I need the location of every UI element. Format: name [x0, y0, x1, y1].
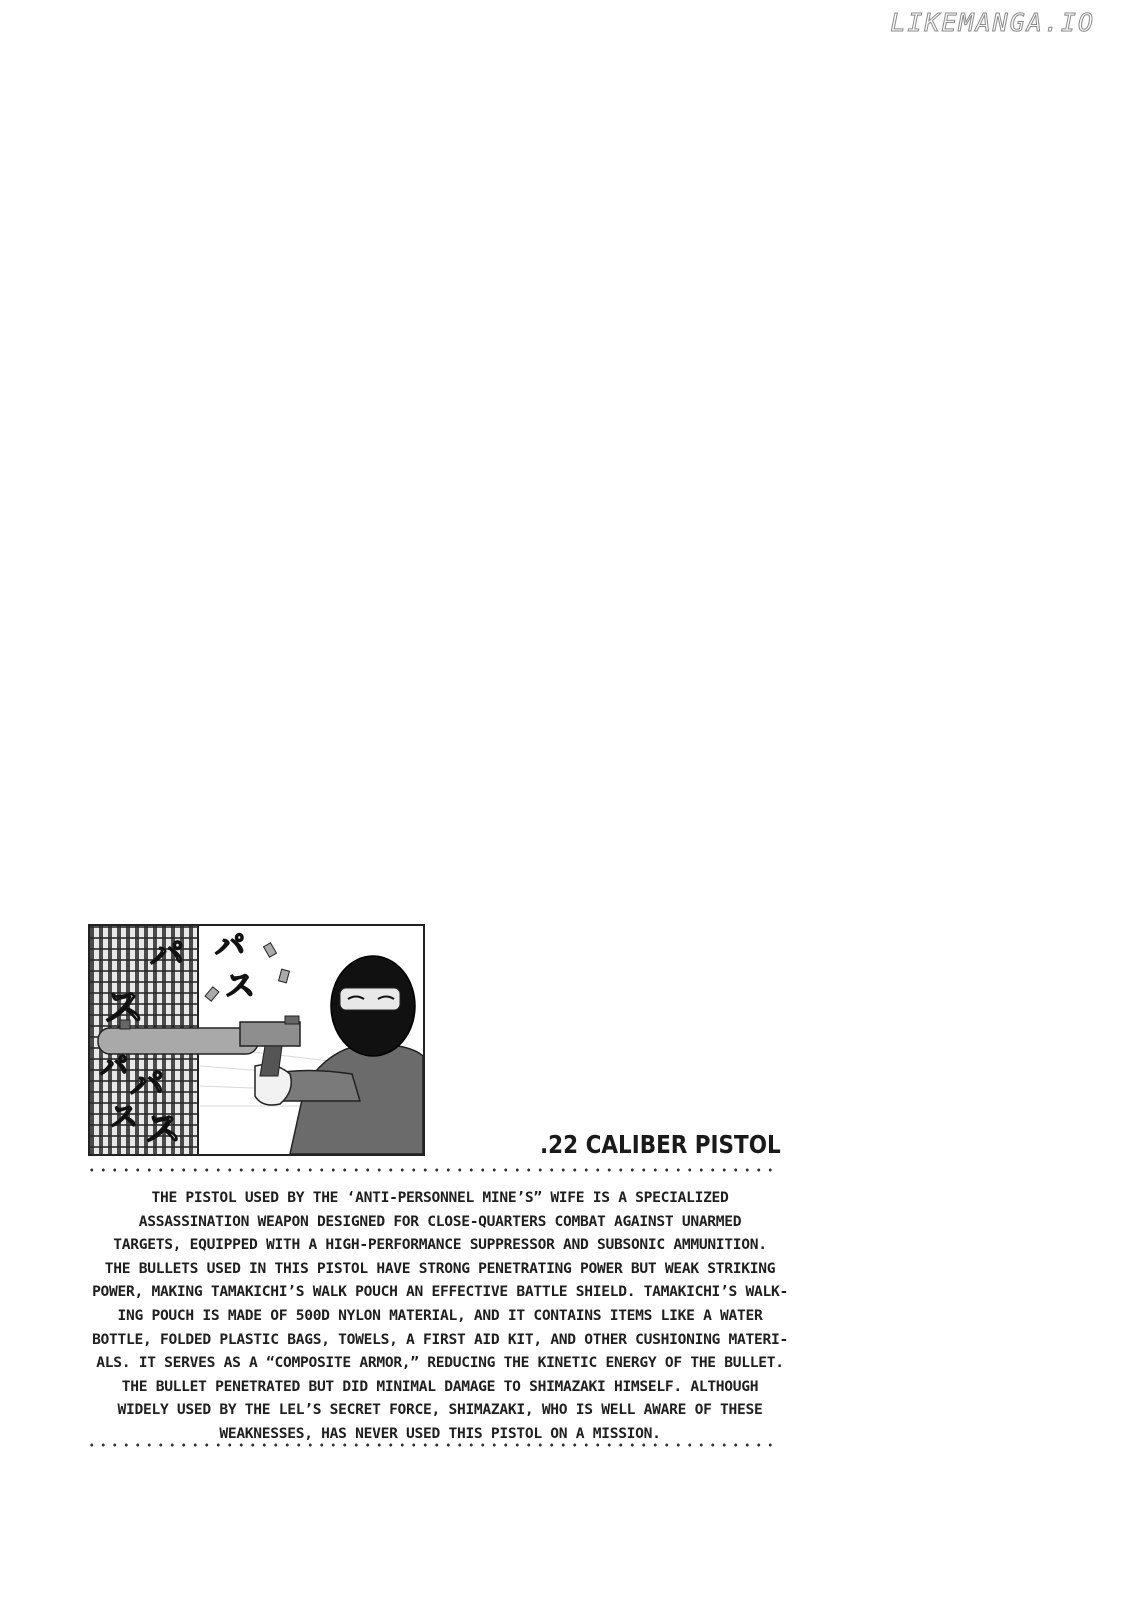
body-line: THE BULLETS USED IN THIS PISTOL HAVE STRONG PENETRATING POWER BUT WEAK STRIKING: [104, 1259, 776, 1277]
body-line: WIDELY USED BY THE LEL’S SECRET FORCE, SHIMAZAKI, WHO IS WELL AWARE OF THESE: [117, 1401, 763, 1419]
site-watermark: LIKEMANGA.IO: [890, 8, 1095, 37]
sfx-su-2: ス: [225, 969, 255, 1004]
manga-panel-illustration: [88, 924, 425, 1156]
body-line: BOTTLE, FOLDED PLASTIC BAGS, TOWELS, A FIRST AID KIT, AND OTHER CUSHIONING MATERI-: [92, 1330, 788, 1348]
sfx-su-3: ス: [145, 1109, 182, 1150]
gunman-illustration: [90, 926, 423, 1154]
article-heading: .22 CALIBER PISTOL: [540, 1130, 781, 1159]
dotted-divider-top: [86, 1168, 778, 1172]
sfx-pa-4: パ: [100, 1050, 129, 1083]
body-line: ALS. IT SERVES AS A “COMPOSITE ARMOR,” REDUCING THE KINETIC ENERGY OF THE BULLET.: [96, 1354, 784, 1372]
sfx-pa-3: パ: [130, 1065, 164, 1105]
body-line: THE BULLET PENETRATED BUT DID MINIMAL DAMAGE TO SHIMAZAKI HIMSELF. ALTHOUGH: [121, 1377, 759, 1395]
body-line: POWER, MAKING TAMAKICHI’S WALK POUCH AN EFFECTIVE BATTLE SHIELD. TAMAKICHI’S WALK-: [92, 1283, 788, 1301]
sfx-pa-2: パ: [215, 929, 245, 964]
sfx-pa-1: パ: [150, 935, 184, 975]
article-body: [60, 1186, 820, 1446]
sfx-su-4: ス: [110, 1100, 139, 1133]
body-line: THE PISTOL USED BY THE ‘ANTI-PERSONNEL MINE’S” WIFE IS A SPECIALIZED: [151, 1189, 729, 1206]
dotted-divider-bottom: [86, 1443, 778, 1447]
body-line: WEAKNESSES, HAS NEVER USED THIS PISTOL ON A MISSION.: [219, 1424, 661, 1442]
body-line: ING POUCH IS MADE OF 500D NYLON MATERIAL, AND IT CONTAINS ITEMS LIKE A WATER: [117, 1306, 763, 1324]
sfx-su-1: ス: [104, 985, 144, 1031]
body-line: TARGETS, EQUIPPED WITH A HIGH-PERFORMANCE SUPPRESSOR AND SUBSONIC AMMUNITION.: [113, 1236, 767, 1254]
body-line: ASSASSINATION WEAPON DESIGNED FOR CLOSE-QUARTERS COMBAT AGAINST UNARMED: [138, 1212, 742, 1230]
